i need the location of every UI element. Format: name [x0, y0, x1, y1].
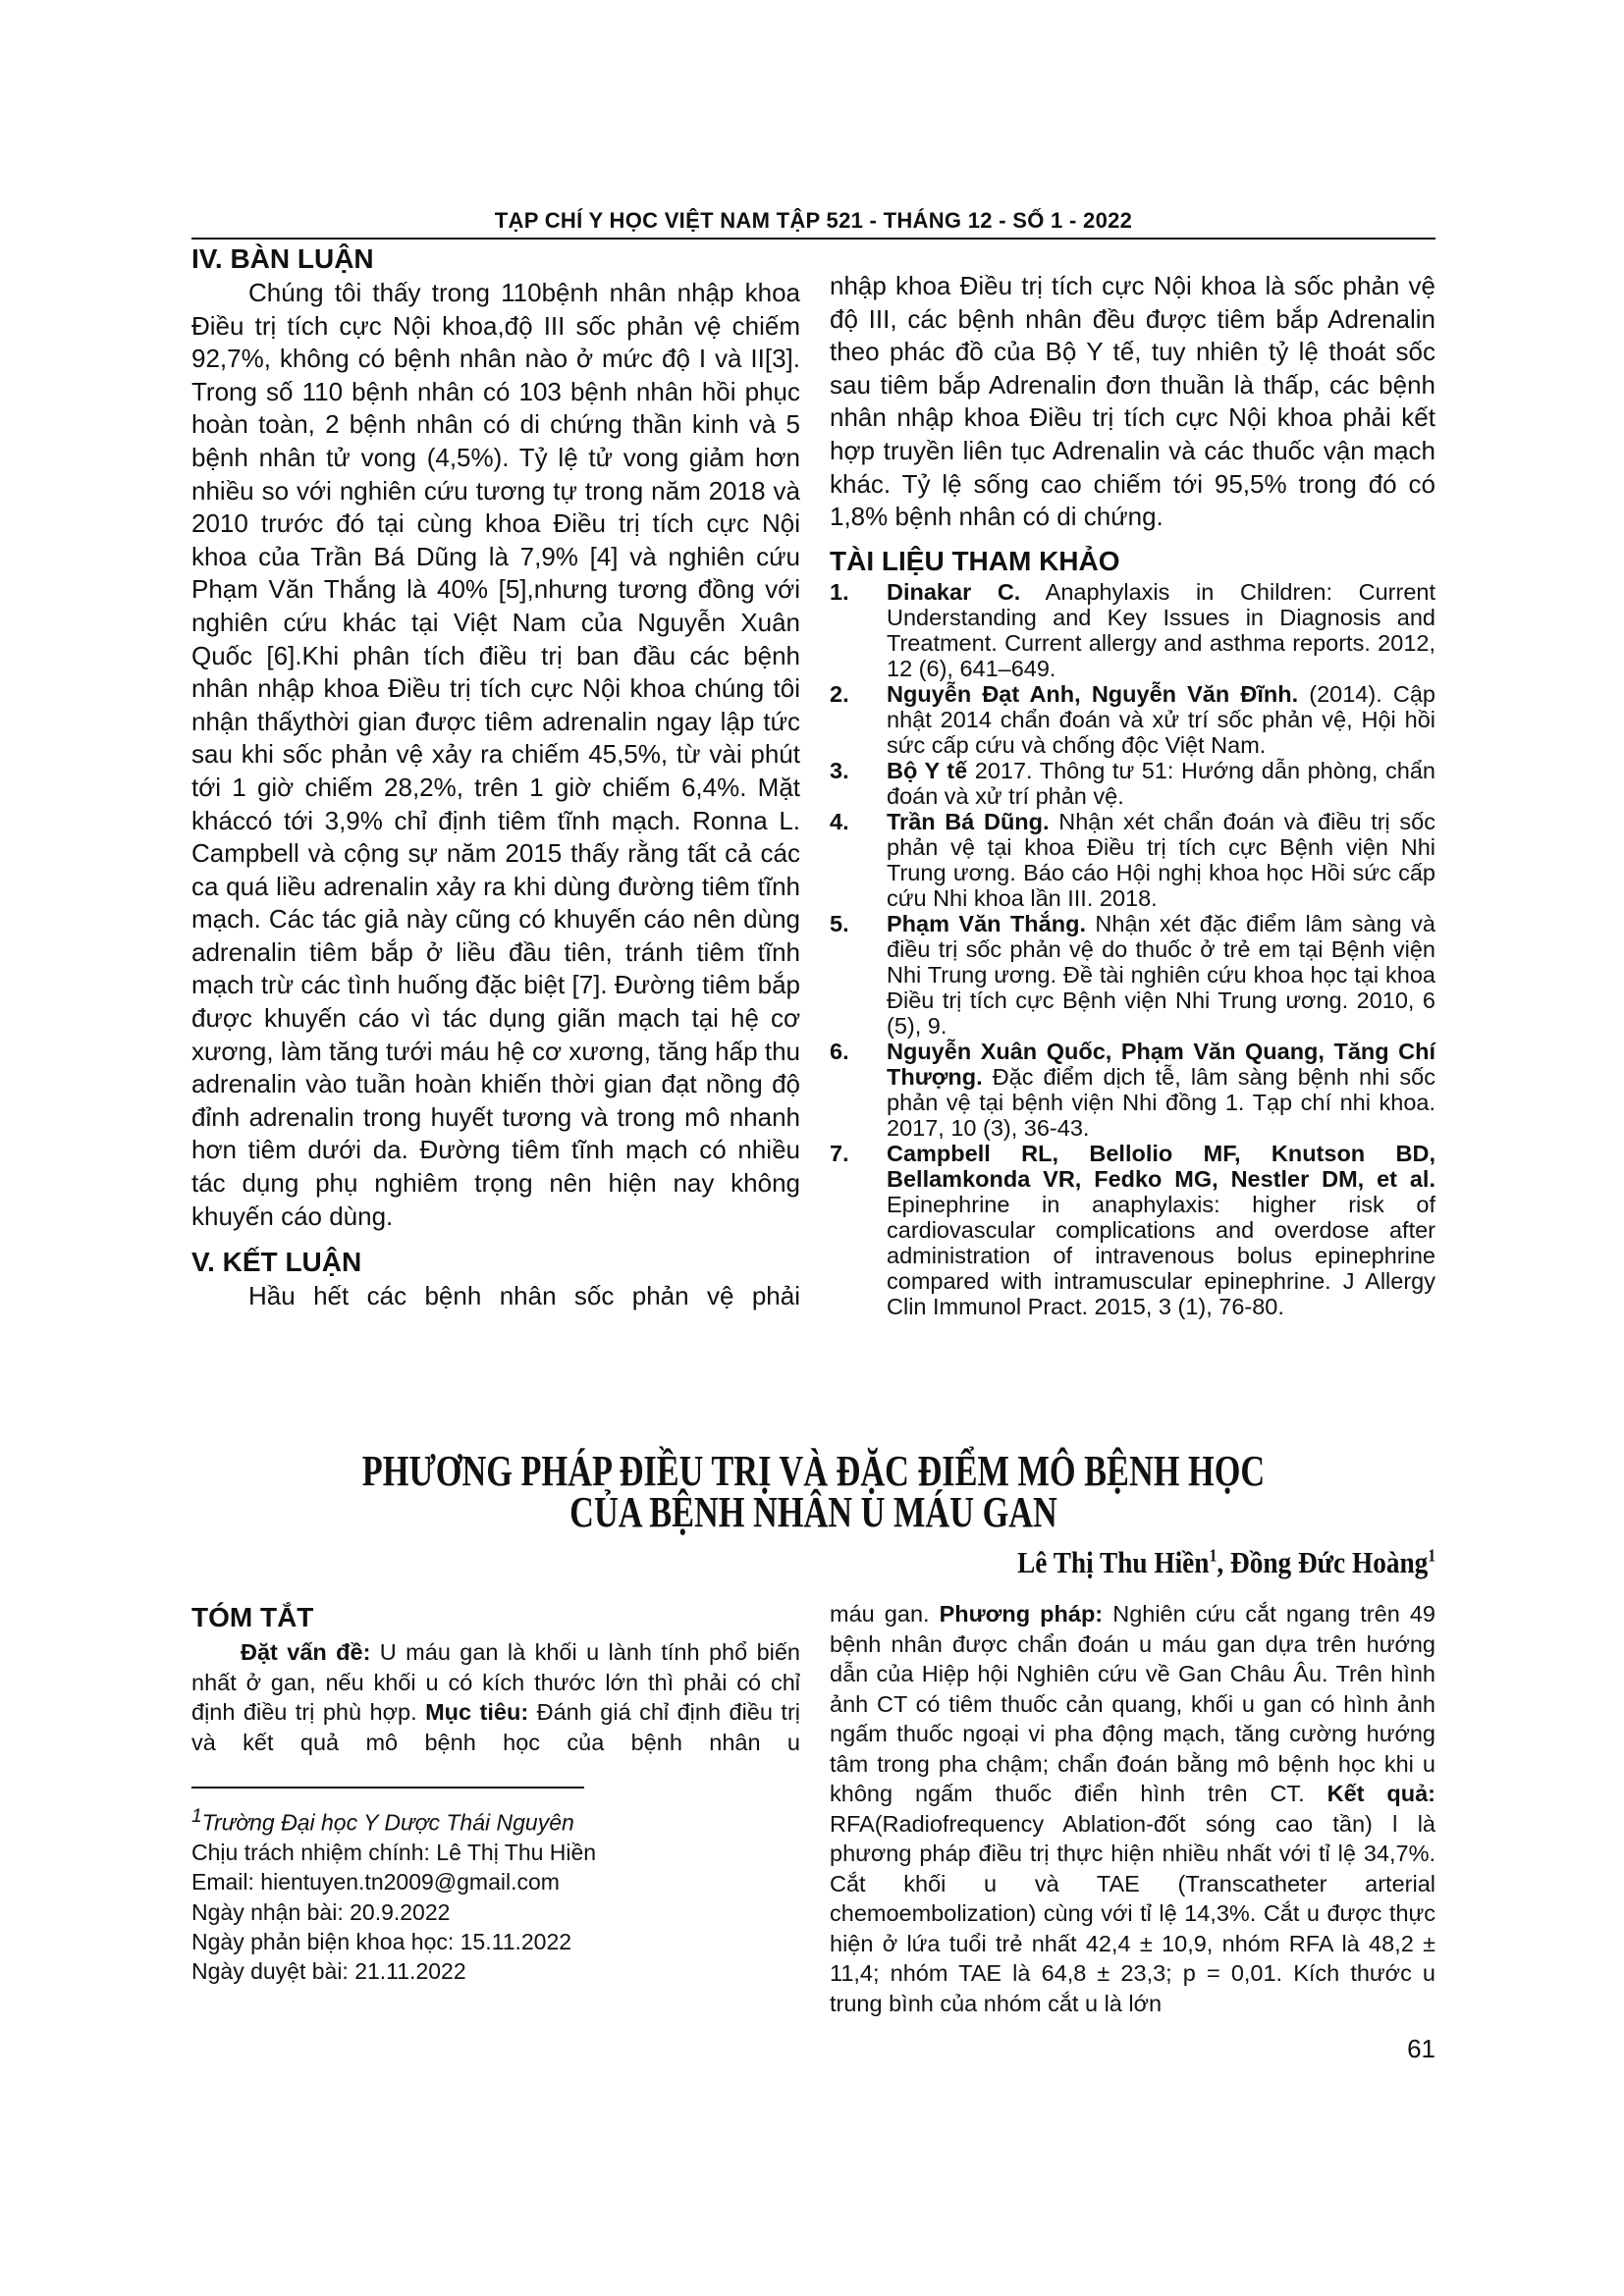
footnote-received: Ngày nhận bài: 20.9.2022: [191, 1898, 451, 1925]
reference-authors: Bộ Y tế: [887, 757, 968, 783]
abstract-text: RFA(Radiofrequency Ablation-đốt sóng cao tần) l là phương pháp điều trị thực hiện nhiều nhất với tỉ lệ 34,7%. Cắt khối u và TAE (Transcatheter arterial chemoembolization) cùng với tỉ lệ 14,3%. Cắt u được thực hiện ở lứa tuổi trẻ nhất 42,4 ± 10,9, nhóm RFA là 48,2 ± 11,4; nhóm TAE là 64,8 ± 23,3; p = 0,01. Kích thước u trung bình của nhóm cắt u là lớn: [830, 1810, 1435, 2016]
left-column: [191, 241, 800, 1313]
abstract-right: [830, 1599, 1435, 2018]
section-heading-discussion: IV. BÀN LUẬN: [191, 243, 374, 274]
reference-item: [830, 1141, 1435, 1319]
reference-authors: Trần Bá Dũng.: [887, 808, 1050, 834]
reference-text: (2014). Cập nhật 2014 chẩn đoán và xử trí sốc phản vệ, Hội hồi sức cấp cứu và chống độc Việt Nam.: [887, 680, 1435, 758]
reference-number: 3.: [830, 757, 849, 783]
reference-text: Nhận xét chẩn đoán và điều trị sốc phản vệ tại khoa Điều trị tích cực Bệnh viện Nhi Trung ương. Báo cáo Hội nghị khoa học Hồi sức cấp cứu Nhi khoa lần III. 2018.: [887, 808, 1435, 911]
footnote: [191, 1802, 596, 1986]
reference-authors: Nguyễn Xuân Quốc, Phạm Văn Quang, Tăng Chí Thượng.: [887, 1038, 1435, 1090]
reference-text: 2017. Thông tư 51: Hướng dẫn phòng, chẩn đoán và xử trí phản vệ.: [887, 757, 1435, 809]
abstract-paragraph-continued: [830, 1599, 1435, 2018]
abstract-label-objective: Mục tiêu:: [425, 1699, 529, 1725]
author-affiliation-mark: 1: [1428, 1545, 1435, 1566]
header-rule: [191, 238, 1435, 240]
reference-authors: Nguyễn Đạt Anh, Nguyễn Văn Đĩnh.: [887, 680, 1299, 707]
reference-number: 2.: [830, 680, 849, 707]
author-name: Lê Thị Thu Hiền: [1016, 1545, 1210, 1579]
affiliation-text: Trường Đại học Y Dược Thái Nguyên: [201, 1809, 574, 1836]
author-affiliation-mark: 1: [1209, 1545, 1218, 1566]
article-title: [191, 1447, 1435, 1536]
footnote-corresponding: Chịu trách nhiệm chính: Lê Thị Thu Hiền: [191, 1839, 597, 1865]
reference-number: 5.: [830, 910, 849, 936]
footnote-rule: [191, 1787, 584, 1789]
abstract-label-background: Đặt vấn đề:: [241, 1639, 371, 1665]
references-heading: TÀI LIỆU THAM KHẢO: [830, 545, 1120, 576]
article-title-line-1: PHƯƠNG PHÁP ĐIỀU TRỊ VÀ ĐẶC ĐIỂM MÔ BỆNH HỌC: [361, 1447, 1266, 1495]
reference-number: 4.: [830, 808, 849, 834]
reference-number: 6.: [830, 1038, 849, 1064]
reference-number: 1.: [830, 578, 849, 605]
section-heading-conclusion: V. KẾT LUẬN: [191, 1247, 362, 1278]
abstract-left: [191, 1600, 800, 1757]
article-title-line-2: CỦA BỆNH NHÂN U MÁU GAN: [569, 1488, 1057, 1536]
abstract-text: Đánh giá chỉ định điều trị và kết quả mô bệnh học của bệnh nhân u: [191, 1699, 800, 1755]
reference-text: Nhận xét đặc điểm lâm sàng và điều trị sốc phản vệ do thuốc ở trẻ em tại Bệnh viện Nhi Trung ương. Đề tài nghiên cứu khoa học tại khoa Điều trị tích cực Bệnh viện Nhi Trung ương. 2010, 6 (5), 9.: [887, 910, 1436, 1039]
footnote-reviewed: Ngày phản biện khoa học: 15.11.2022: [191, 1928, 572, 1954]
abstract-heading: TÓM TẮT: [191, 1602, 314, 1632]
abstract-label-results: Kết quả:: [1326, 1781, 1435, 1806]
reference-item: [830, 809, 1435, 911]
abstract-text: Nghiên cứu cắt ngang trên 49 bệnh nhân được chẩn đoán u máu gan dựa trên hướng dẫn của Hiệp hội Nghiên cứu về Gan Châu Âu. Trên hình ảnh CT có tiêm thuốc cản quang, khối u gan có hình ảnh ngấm thuốc ngoại vi pha động mạch, tăng cường hướng tâm trong pha chậm; chẩn đoán bằng mô bệnh học khi u không ngấm thuốc điển hình trên CT.: [830, 1601, 1435, 1806]
footnote-email: Email: hientuyen.tn2009@gmail.com: [191, 1869, 560, 1896]
abstract-label-methods: Phương pháp:: [939, 1601, 1104, 1627]
article-authors: [1017, 1545, 1435, 1580]
reference-authors: Dinakar C.: [887, 578, 1021, 605]
abstract-text: U máu gan là khối u lành tính phổ biến nhất ở gan, nếu khối u có kích thước lớn thì phải có chỉ định điều trị phù hợp.: [191, 1639, 800, 1725]
author-name: Đồng Đức Hoàng: [1229, 1545, 1429, 1579]
conclusion-paragraph-start: Hầu hết các bệnh nhân sốc phản vệ phải: [248, 1281, 800, 1311]
page-number: 61: [1407, 2034, 1435, 2063]
conclusion-paragraph-continued: nhập khoa Điều trị tích cực Nội khoa là sốc phản vệ độ III, các bệnh nhân đều được tiêm bắp Adrenalin theo phác đồ của Bộ Y tế, tuy nhiên tỷ lệ thoát sốc sau tiêm bắp Adrenalin đơn thuần là thấp, các bệnh nhân nhập khoa Điều trị tích cực Nội khoa phải kết hợp truyền liên tục Adrenalin và các thuốc vận mạch khác. Tỷ lệ sống cao chiếm tới 95,5% trong đó có 1,8% bệnh nhân có di chứng.: [830, 271, 1435, 532]
reference-authors: Campbell RL, Bellolio MF, Knutson BD, Bellamkonda VR, Fedko MG, Nestler DM, et al.: [887, 1140, 1435, 1192]
author-separator: ,: [1217, 1545, 1230, 1579]
abstract-text: máu gan.: [830, 1601, 940, 1627]
affiliation-mark: 1: [191, 1806, 202, 1827]
reference-authors: Phạm Văn Thắng.: [887, 910, 1086, 936]
reference-item: [830, 579, 1435, 681]
right-column: [830, 270, 1435, 1319]
reference-item: [830, 758, 1435, 809]
reference-text: Anaphylaxis in Children: Current Understanding and Key Issues in Diagnosis and Treatment. Current allergy and asthma reports. 2012, 12 (6), 641–649.: [887, 578, 1435, 681]
reference-text: Epinephrine in anaphylaxis: higher risk of cardiovascular complications and overdose after administration of intravenous bolus epinephrine compared with intramuscular epinephrine. J Allergy Clin Immunol Pract. 2015, 3 (1), 76-80.: [887, 1191, 1435, 1319]
discussion-paragraph: Chúng tôi thấy trong 110bệnh nhân nhập khoa Điều trị tích cực Nội khoa,độ III sốc phản vệ chiếm 92,7%, không có bệnh nhân nào ở mức độ I và II[3]. Trong số 110 bệnh nhân có 103 bệnh nhân hồi phục hoàn toàn, 2 bệnh nhân có di chứng thần kinh và 5 bệnh nhân tử vong (4,5%). Tỷ lệ tử vong giảm hơn nhiều so với nghiên cứu tương tự trong năm 2018 và 2010 trước đó tại cùng khoa Điều trị tích cực Nội khoa của Trần Bá Dũng là 7,9% [4] và nghiên cứu Phạm Văn Thắng là 40% [5],nhưng tương đồng với nghiên cứu khác tại Việt Nam của Nguyễn Xuân Quốc [6].Khi phân tích điều trị ban đầu các bệnh nhân nhập khoa Điều trị tích cực Nội khoa chúng tôi nhận thấythời gian được tiêm adrenalin ngay lập tức sau khi sốc phản vệ xảy ra chiếm 45,5%, từ vài phút tới 1 giờ chiếm 28,2%, trên 1 giờ chiếm 6,4%. Mặt kháccó tới 3,9% chỉ định tiêm tĩnh mạch. Ronna L. Campbell và cộng sự năm 2015 thấy rằng tất cả các ca quá liều adrenalin xảy ra khi dùng đường tiêm tĩnh mạch. Các tác giả này cũng có khuyến cáo nên dùng adrenalin tiêm bắp ở liều đầu tiên, tránh tiêm tĩnh mạch trừ các tình huống đặc biệt [7]. Đường tiêm bắp được khuyến cáo vì tác dụng giãn mạch tại hệ cơ xương, làm tăng tưới máu hệ cơ xương, tăng hấp thu adrenalin vào tuần hoàn khiến thời gian đạt nồng độ đỉnh adrenalin trong huyết tương và trong mô nhanh hơn tiêm dưới da. Đường tiêm tĩnh mạch có nhiều tác dụng phụ nghiêm trọng nên hiện nay không khuyến cáo dùng.: [191, 278, 800, 1231]
reference-item: [830, 1039, 1435, 1141]
references-list: [830, 579, 1435, 1319]
reference-text: Đặc điểm dịch tễ, lâm sàng bệnh nhi sốc phản vệ tại bệnh viện Nhi đồng 1. Tạp chí nhi khoa. 2017, 10 (3), 36-43.: [887, 1063, 1435, 1141]
footnote-accepted: Ngày duyệt bài: 21.11.2022: [191, 1958, 466, 1985]
journal-running-header: TẠP CHÍ Y HỌC VIỆT NAM TẬP 521 - THÁNG 12 - SỐ 1 - 2022: [494, 208, 1133, 233]
reference-number: 7.: [830, 1140, 849, 1166]
footnote-affiliation: [191, 1802, 596, 1838]
reference-item: [830, 911, 1435, 1039]
abstract-paragraph: [191, 1637, 800, 1757]
reference-item: [830, 681, 1435, 758]
